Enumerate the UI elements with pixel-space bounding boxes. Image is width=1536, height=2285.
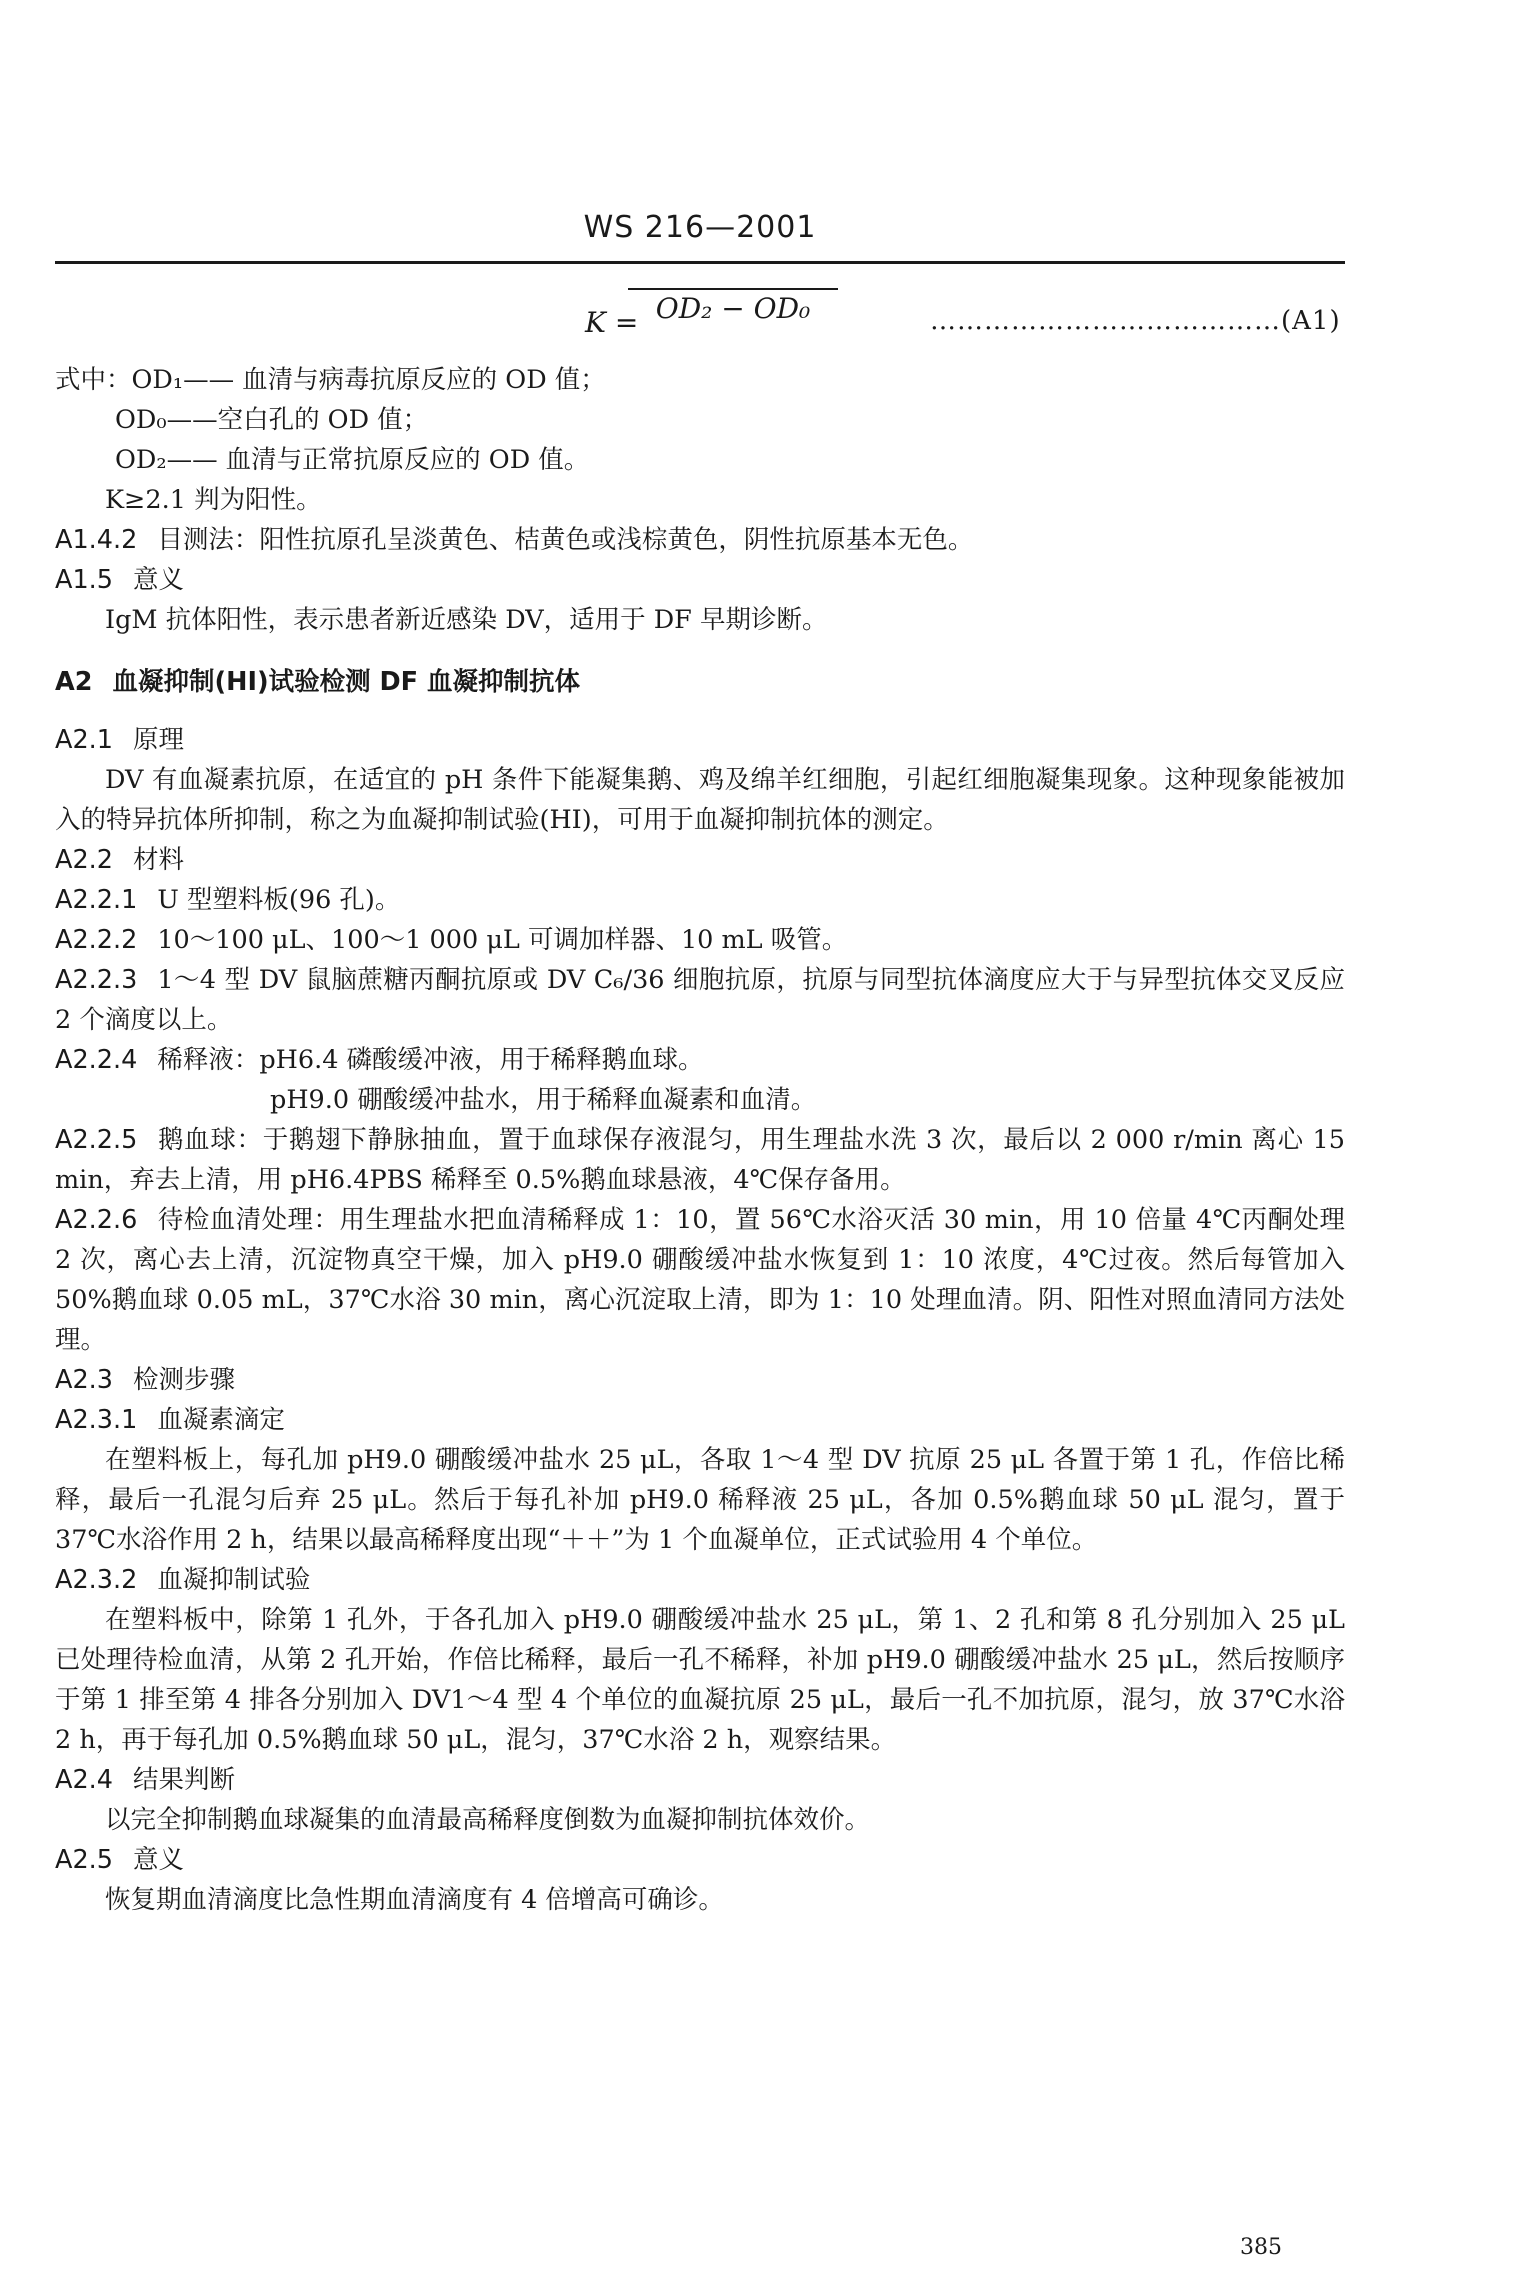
text-line: OD₀——空白孔的 OD 值；: [115, 405, 429, 435]
clause-number: A2.3.2: [55, 1565, 138, 1595]
clause-text: 10～100 μL、100～1 000 μL 可调加样器、10 mL 吸管。: [157, 925, 848, 955]
text-line: 恢复期血清滴度比急性期血清滴度有 4 倍增高可确诊。: [105, 1885, 724, 1915]
clause-text: 材料: [133, 845, 185, 875]
clause-text: 结果判断: [133, 1765, 236, 1795]
clause-number: A2.2.2: [55, 925, 138, 955]
header-rule: [55, 261, 1345, 264]
page-number: 385: [1240, 2235, 1282, 2260]
text-line: [55, 662, 1345, 702]
formula-tag: …………………………………(A1): [930, 306, 1341, 336]
clause-text: 血凝素滴定: [157, 1405, 285, 1435]
text-line: 在塑料板上，每孔加 pH9.0 硼酸缓冲盐水 25 μL，各取 1～4 型 DV 抗原 25 μL 各置于第 1 孔，作倍比稀释，最后一孔混匀后弃 25 μL。然后于每孔补加 pH9.0 稀释液 25 μL，各加 0.5%鹅血球 50 μL 混匀，置于 37℃水浴作用 2 h，结果以最高稀释度出现“＋＋”为 1 个血凝单位，正式试验用 4 个单位。: [55, 1445, 1345, 1555]
clause-number: A2.2.5: [55, 1125, 138, 1155]
formula-fraction: [628, 286, 838, 325]
text-line: 以完全抑制鹅血球凝集的血清最高稀释度倒数为血凝抑制抗体效价。: [105, 1805, 871, 1835]
formula-a1: [0, 278, 1400, 368]
text-line: [55, 840, 1345, 880]
clause-number: A2.3.1: [55, 1405, 138, 1435]
clause-number: A1.5: [55, 565, 113, 595]
text-line: 在塑料板中，除第 1 孔外，于各孔加入 pH9.0 硼酸缓冲盐水 25 μL，第 1、2 孔和第 8 孔分别加入 25 μL 已处理待检血清，从第 2 孔开始，作倍比稀释，最后一孔不稀释，补加 pH9.0 硼酸缓冲盐水 25 μL，然后按顺序于第 1 排至第 4 排各分别加入 DV1～4 型 4 个单位的血凝抗原 25 μL，最后一孔不加抗原，混匀，放 37℃水浴 2 h，再于每孔加 0.5%鹅血球 50 μL，混匀，37℃水浴 2 h，观察结果。: [55, 1605, 1345, 1755]
clause-number: A2.1: [55, 725, 113, 755]
clause-text: 目测法：阳性抗原孔呈淡黄色、桔黄色或浅棕黄色，阴性抗原基本无色。: [157, 525, 974, 555]
clause-text: 意义: [133, 1845, 185, 1875]
clause-text: 鹅血球：于鹅翅下静脉抽血，置于血球保存液混匀，用生理盐水洗 3 次，最后以 2 000 r/min 离心 15 min，弃去上清，用 pH6.4PBS 稀释至 0.5%鹅血球悬液，4℃保存备用。: [55, 1125, 1345, 1195]
text-line: [55, 1120, 1345, 1200]
text-line: [55, 560, 1345, 600]
clause-text: 检测步骤: [133, 1365, 236, 1395]
text-line: [55, 960, 1345, 1040]
text-line: [55, 920, 1345, 960]
text-line: [55, 1040, 1345, 1080]
text-line: 式中：OD₁—— 血清与病毒抗原反应的 OD 值；: [55, 365, 606, 395]
clause-number: A2.5: [55, 1845, 113, 1875]
clause-text: 意义: [133, 565, 185, 595]
standard-code-header: WS 216—2001: [583, 210, 817, 245]
clause-text: 原理: [133, 725, 185, 755]
clause-number: A1.4.2: [55, 525, 138, 555]
text-line: OD₂—— 血清与正常抗原反应的 OD 值。: [115, 445, 590, 475]
text-line: IgM 抗体阳性，表示患者新近感染 DV，适用于 DF 早期诊断。: [105, 605, 828, 635]
clause-number: A2.2.3: [55, 965, 138, 995]
text-line: [55, 1840, 1345, 1880]
text-line: [55, 1360, 1345, 1400]
clause-number: A2: [55, 667, 93, 697]
clause-text: 血凝抑制(HI)试验检测 DF 血凝抑制抗体: [112, 667, 580, 697]
clause-text: 血凝抑制试验: [157, 1565, 311, 1595]
formula-denominator: OD₂ − OD₀: [655, 292, 811, 325]
document-body: [55, 360, 1345, 1920]
clause-text: U 型塑料板(96 孔)。: [157, 885, 401, 915]
text-line: DV 有血凝素抗原，在适宜的 pH 条件下能凝集鹅、鸡及绵羊红细胞，引起红细胞凝集现象。这种现象能被加入的特异抗体所抑制，称之为血凝抑制试验(HI)，可用于血凝抑制抗体的测定。: [55, 765, 1345, 835]
text-line: K≥2.1 判为阳性。: [105, 485, 322, 515]
formula-lhs: K =: [585, 306, 639, 339]
clause-number: A2.2.1: [55, 885, 138, 915]
clause-text: 稀释液：pH6.4 磷酸缓冲液，用于稀释鹅血球。: [157, 1045, 704, 1075]
text-line: pH9.0 硼酸缓冲盐水，用于稀释血凝素和血清。: [270, 1085, 817, 1115]
clause-number: A2.3: [55, 1365, 113, 1395]
text-line: [55, 520, 1345, 560]
text-line: [55, 1200, 1345, 1360]
text-line: [55, 720, 1345, 760]
text-line: [55, 880, 1345, 920]
text-line: [55, 1560, 1345, 1600]
clause-number: A2.2.4: [55, 1045, 138, 1075]
clause-number: A2.2: [55, 845, 113, 875]
clause-number: A2.4: [55, 1765, 113, 1795]
clause-text: 待检血清处理：用生理盐水把血清稀释成 1：10，置 56℃水浴灭活 30 min，用 10 倍量 4℃丙酮处理 2 次，离心去上清，沉淀物真空干燥，加入 pH9.0 硼酸缓冲盐水恢复到 1：10 浓度，4℃过夜。然后每管加入 50%鹅血球 0.05 mL，37℃水浴 30 min，离心沉淀取上清，即为 1：10 处理血清。阴、阳性对照血清同方法处理。: [55, 1205, 1345, 1355]
text-line: [55, 1760, 1345, 1800]
clause-number: A2.2.6: [55, 1205, 138, 1235]
text-line: [55, 1400, 1345, 1440]
clause-text: 1～4 型 DV 鼠脑蔗糖丙酮抗原或 DV C₆/36 细胞抗原，抗原与同型抗体滴度应大于与异型抗体交叉反应 2 个滴度以上。: [55, 965, 1345, 1035]
